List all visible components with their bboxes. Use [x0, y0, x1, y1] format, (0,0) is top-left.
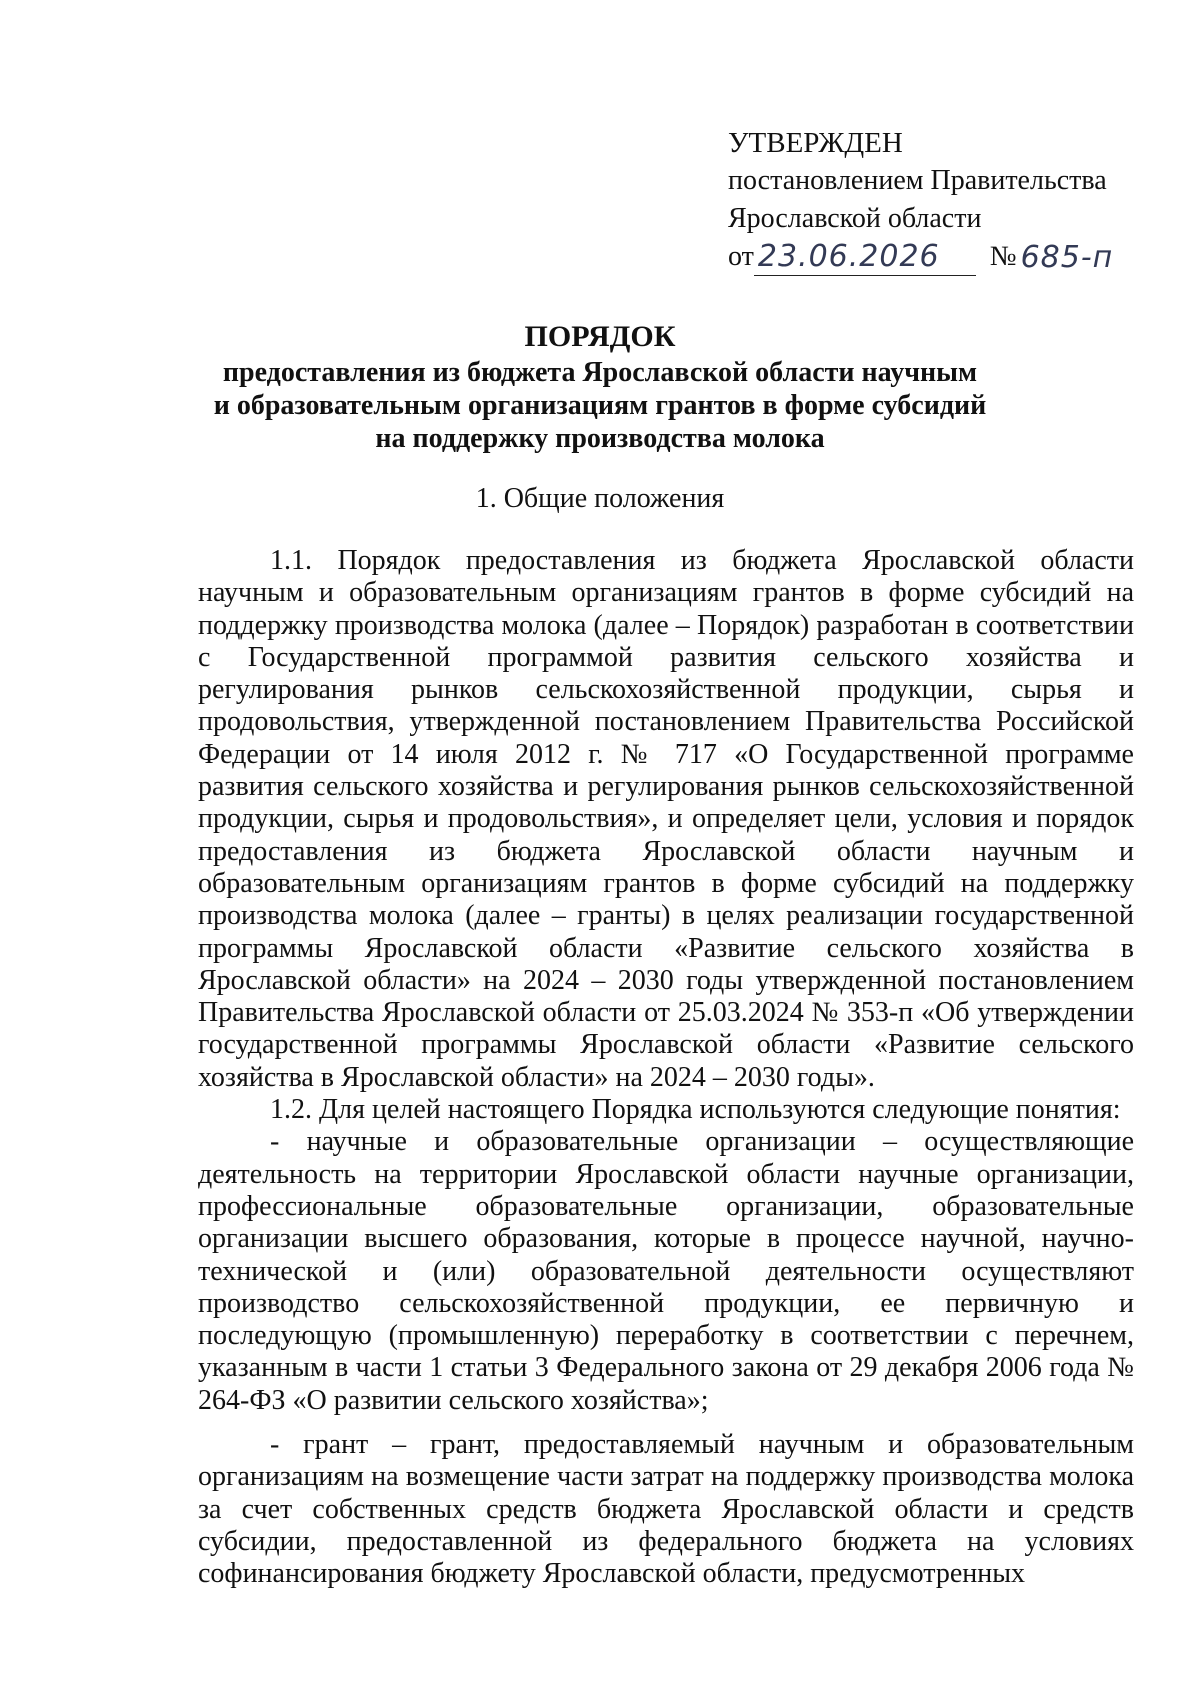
document-subtitle-line-1: предоставления из бюджета Ярославской области научным [222, 357, 978, 388]
document-body [198, 545, 1134, 1591]
document-subtitle-line-3: на поддержку производства молока [375, 423, 825, 454]
definition-grant: - грант – грант, предоставляемый научным и образовательным организациям на возмещение части затрат на поддержку производства молока за счет собственных средств бюджета Ярославской области и средств субсидии, предоставленной из федерального бюджета на условиях софинансирования бюджету Ярославской области, предусмотренных [198, 1429, 1134, 1590]
approval-stamp-block [728, 124, 1139, 276]
number-prefix: № [989, 241, 1017, 272]
handwritten-number: 685-п [1020, 240, 1114, 275]
handwritten-date: 23.06.2026 [754, 241, 976, 276]
document-title-block [0, 318, 1200, 455]
document-title: ПОРЯДОК [524, 320, 676, 353]
paragraph-1-2: 1.2. Для целей настоящего Порядка используются следующие понятия: [270, 1094, 1121, 1126]
section-heading: 1. Общие положения [475, 483, 725, 514]
approval-heading: УТВЕРЖДЕН [728, 127, 903, 159]
document-subtitle-line-2: и образовательным организациям грантов в форме субсидий [213, 390, 987, 421]
approval-date-number-row [728, 238, 1139, 276]
approval-line-2: Ярославской области [728, 203, 982, 234]
date-prefix: от [728, 241, 754, 272]
definition-organizations: - научные и образовательные организации – осуществляющие деятельность на территории Ярославской области научные организации, профессиональные образовательные организации, образовательные организации высшего образования, которые в процессе научной, научно-технической и (или) образовательной деятельности осуществляют производство сельскохозяйственной продукции, ее первичную и последующую (промышленную) переработку в соответствии с перечнем, указанным в части 1 статьи 3 Федерального закона от 29 декабря 2006 года № 264-ФЗ «О развитии сельского хозяйства»; [198, 1126, 1134, 1416]
approval-line-1: постановлением Правительства [728, 165, 1107, 196]
paragraph-1-1: 1.1. Порядок предоставления из бюджета Ярославской области научным и образовательным организациям грантов в форме субсидий на поддержку производства молока (далее – Порядок) разработан в соответствии с Государственной программой развития сельского хозяйства и регулирования рынков сельскохозяйственной продукции, сырья и продовольствия, утвержденной постановлением Правительства Российской Федерации от 14 июля 2012 г. № 717 «О Государственной программе развития сельского хозяйства и регулирования рынков сельскохозяйственной продукции, сырья и продовольствия», и определяет цели, условия и порядок предоставления из бюджета Ярославской области научным и образовательным организациям грантов в форме субсидий на поддержку производства молока (далее – гранты) в целях реализации государственной программы Ярославской области «Развитие сельского хозяйства в Ярославской области» на 2024 – 2030 годы утвержденной постановлением Правительства Ярославской области от 25.03.2024 № 353-п «Об утверждении государственной программы Ярославской области «Развитие сельского хозяйства в Ярославской области» на 2024 – 2030 годы». [198, 545, 1134, 1093]
